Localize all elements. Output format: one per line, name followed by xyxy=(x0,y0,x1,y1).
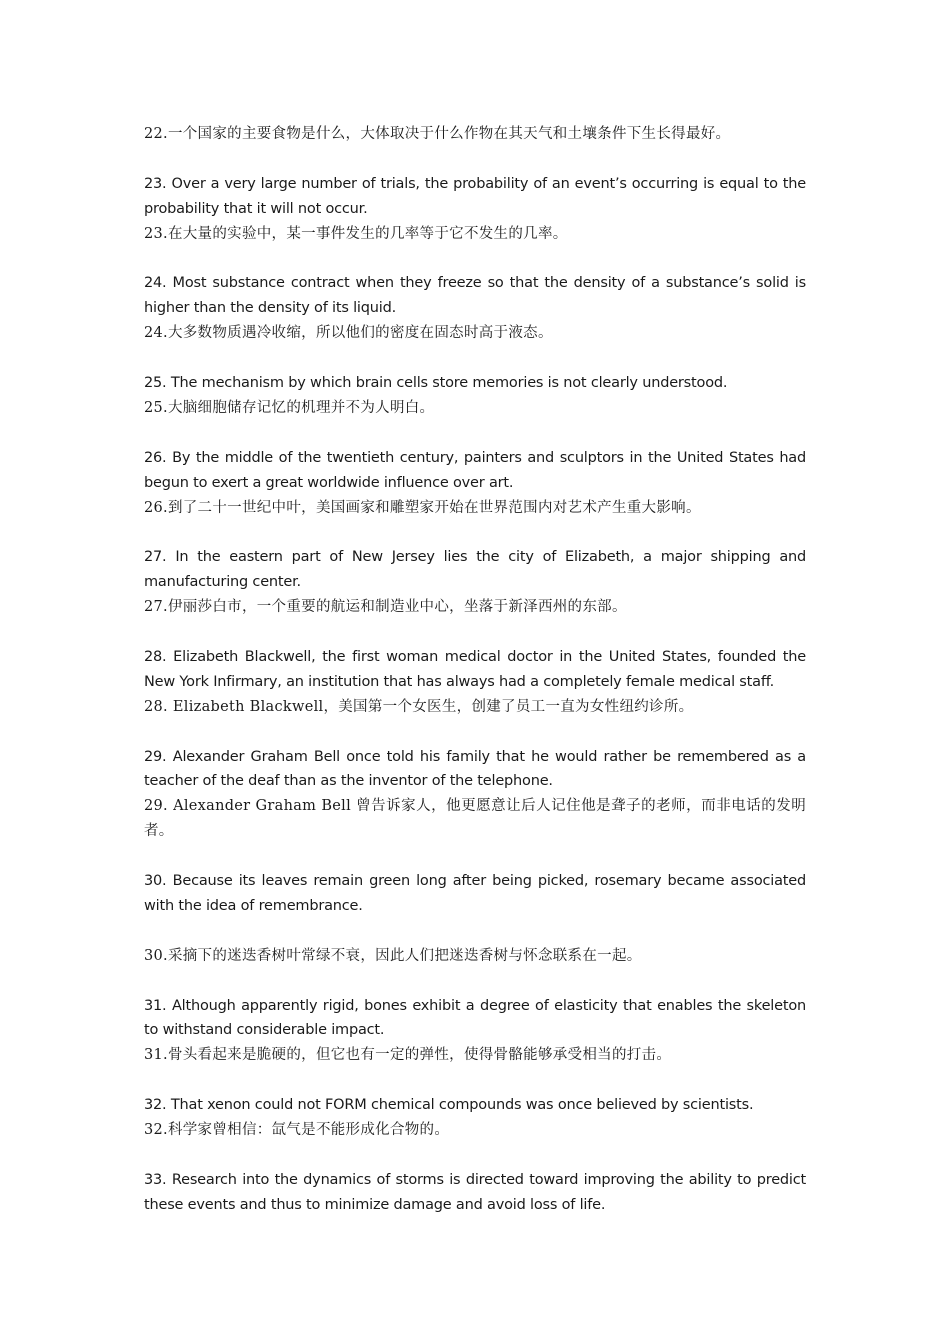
paragraph: 23.在大量的实验中，某一事件发生的几率等于它不发生的几率。 xyxy=(144,225,568,242)
paragraph: 28. Elizabeth Blackwell，美国第一个女医生，创建了员工一直为女性纽约诊所。 xyxy=(144,698,694,715)
paragraph: 24.大多数物质遇冷收缩，所以他们的密度在固态时高于液态。 xyxy=(144,325,553,342)
document-page xyxy=(144,122,806,1218)
paragraph: 24. Most substance contract when they freeze so that the density of a substance’s solid is higher than the density of its liquid. xyxy=(144,275,806,317)
paragraph-spacer xyxy=(144,346,806,371)
paragraph: 22.一个国家的主要食物是什么，大体取决于什么作物在其天气和土壤条件下生长得最好。 xyxy=(144,126,731,142)
paragraph: 31.骨头看起来是脆硬的，但它也有一定的弹性，使得骨骼能够承受相当的打击。 xyxy=(144,1047,672,1064)
paragraph: 23. Over a very large number of trials, the probability of an event’s occurring is equal to the probability that it will not occur. xyxy=(144,175,806,217)
paragraph: 32.科学家曾相信：氙气是不能形成化合物的。 xyxy=(144,1122,450,1139)
paragraph: 28. Elizabeth Blackwell, the first woman medical doctor in the United States, founded the New York Infirmary, an institution that has always had a completely female medical staff. xyxy=(144,648,806,690)
paragraph-spacer xyxy=(144,969,806,994)
paragraph: 32. That xenon could not FORM chemical compounds was once believed by scientists. xyxy=(144,1097,754,1114)
paragraph-spacer xyxy=(144,1143,806,1168)
paragraph: 27.伊丽莎白市，一个重要的航运和制造业中心，坐落于新泽西州的东部。 xyxy=(144,599,627,616)
paragraph: 25.大脑细胞储存记忆的机理并不为人明白。 xyxy=(144,399,435,416)
paragraph: 31. Although apparently rigid, bones exhibit a degree of elasticity that enables the skeleton to withstand considerable impact. xyxy=(144,997,806,1039)
paragraph: 26. By the middle of the twentieth century, painters and sculptors in the United States had begun to exert a great worldwide influence over art. xyxy=(144,449,806,491)
paragraph-spacer xyxy=(144,1068,806,1093)
paragraph: 27. In the eastern part of New Jersey lies the city of Elizabeth, a major shipping and manufacturing center. xyxy=(144,549,806,591)
paragraph-spacer xyxy=(144,247,806,272)
paragraph-spacer xyxy=(144,919,806,944)
paragraph-spacer xyxy=(144,147,806,172)
paragraph-spacer xyxy=(144,421,806,446)
paragraph-spacer xyxy=(144,844,806,869)
paragraph-spacer xyxy=(144,520,806,545)
paragraph-spacer xyxy=(144,620,806,645)
paragraph: 26.到了二十一世纪中叶，美国画家和雕塑家开始在世界范围内对艺术产生重大影响。 xyxy=(144,499,701,516)
paragraph-spacer xyxy=(144,720,806,745)
paragraph: 33. Research into the dynamics of storms is directed toward improving the ability to predict these events and thus to minimize damage and avoid loss of life. xyxy=(144,1171,806,1213)
paragraph: 25. The mechanism by which brain cells store memories is not clearly understood. xyxy=(144,375,728,392)
paragraph: 30.采摘下的迷迭香树叶常绿不衰，因此人们把迷迭香树与怀念联系在一起。 xyxy=(144,947,642,964)
paragraph: 29. Alexander Graham Bell once told his family that he would rather be remembered as a teacher of the deaf than as the inventor of the telephone. xyxy=(144,748,806,790)
paragraph: 30. Because its leaves remain green long after being picked, rosemary became associated with the idea of remembrance. xyxy=(144,873,806,914)
paragraph: 29. Alexander Graham Bell 曾告诉家人，他更愿意让后人记住他是聋子的老师，而非电话的发明者。 xyxy=(144,798,806,840)
